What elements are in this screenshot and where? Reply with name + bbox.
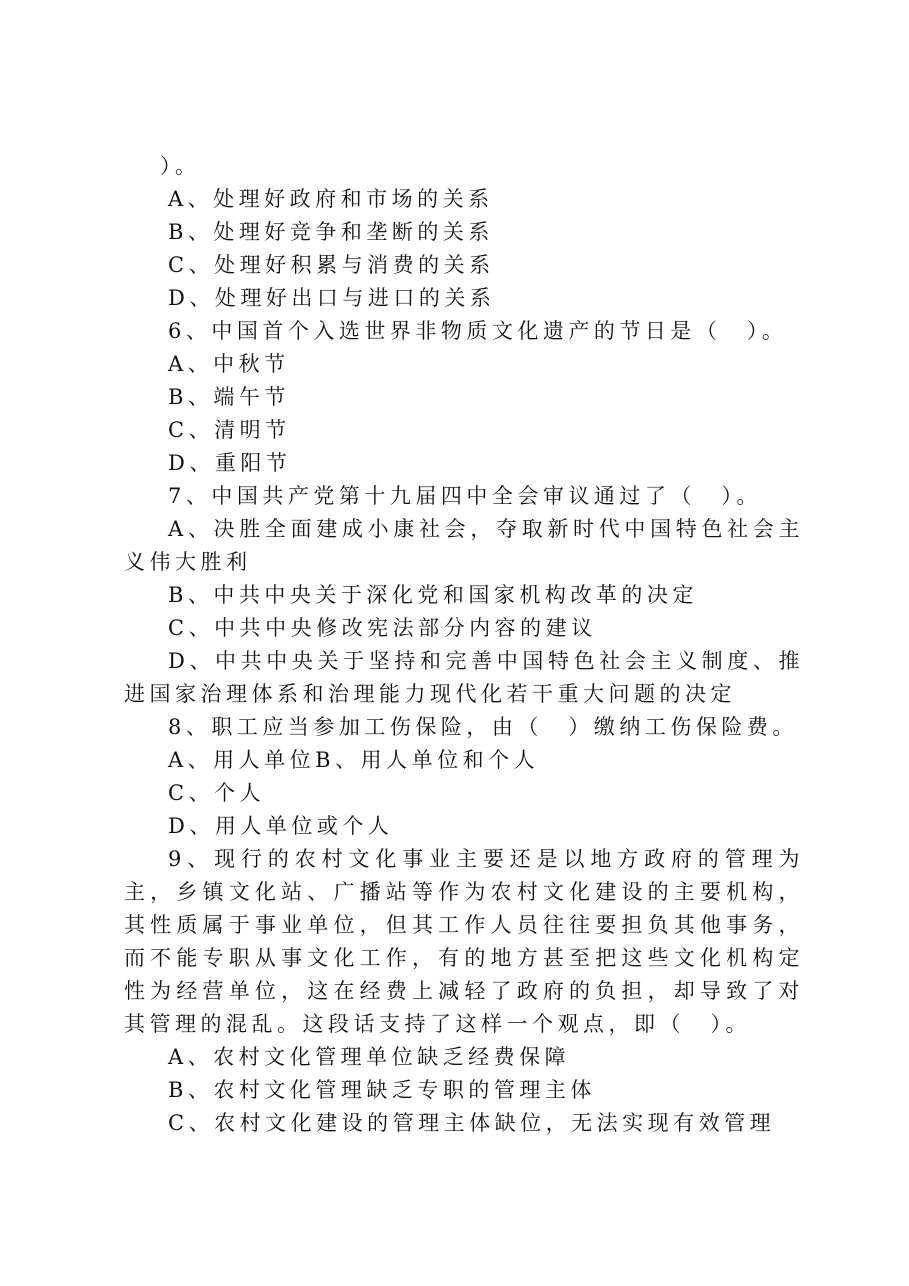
answer-option: C、清明节	[168, 418, 291, 442]
answer-option: B、农村文化管理缺乏专职的管理主体	[168, 1078, 596, 1102]
answer-option: C、中共中央修改宪法部分内容的建议	[168, 616, 597, 640]
answer-option: B、端午节	[168, 385, 290, 409]
document-body	[124, 150, 804, 1140]
answer-option: D、用人单位或个人	[168, 814, 394, 838]
answer-option: C、农村文化建设的管理主体缺位，无法实现有效管理	[168, 1111, 776, 1135]
answer-option: B、中共中央关于深化党和国家机构改革的决定	[168, 583, 698, 607]
answer-option: A、决胜全面建成小康社会，夺取新时代中国特色社会主义伟大胜利	[124, 517, 804, 574]
answer-option: A、处理好政府和市场的关系	[168, 187, 494, 211]
answer-option: B、处理好竞争和垄断的关系	[168, 220, 494, 244]
answer-option: A、用人单位B、用人单位和个人	[168, 748, 540, 772]
question: 6、中国首个入选世界非物质文化遗产的节日是（ ）。	[168, 319, 788, 343]
question: 8、职工应当参加工伤保险，由（ ）缴纳工伤保险费。	[168, 715, 798, 739]
answer-option: D、中共中央关于坚持和完善中国特色社会主义制度、推进国家治理体系和治理能力现代化若干重大问题的决定	[124, 649, 804, 706]
answer-option: C、个人	[168, 781, 266, 805]
question: 7、中国共产党第十九届四中全会审议通过了（ ）。	[168, 484, 762, 508]
answer-option: A、中秋节	[168, 352, 290, 376]
text-line: ）。	[160, 154, 201, 178]
question: 9、现行的农村文化事业主要还是以地方政府的管理为主，乡镇文化站、广播站等作为农村文化建设的主要机构，其性质属于事业单位，但其工作人员往往要担负其他事务，而不能专职从事文化工作，有的地方甚至把这些文化机构定性为经营单位，这在经费上减轻了政府的负担，却导致了对其管理的混乱。这段话支持了这样一个观点，即（ ）。	[124, 847, 804, 1036]
answer-option: D、处理好出口与进口的关系	[168, 286, 496, 310]
answer-option: C、处理好积累与消费的关系	[168, 253, 495, 277]
answer-option: A、农村文化管理单位缺乏经费保障	[168, 1045, 571, 1069]
answer-option: D、重阳节	[168, 451, 292, 475]
